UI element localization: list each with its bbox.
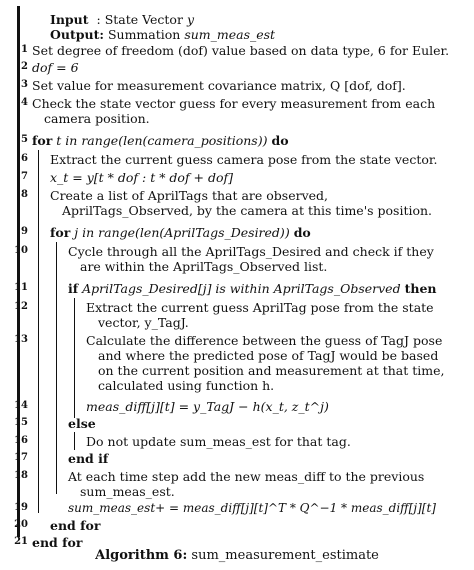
loop-expr: j in range(len(AprilTags_Desired))	[74, 225, 290, 240]
line-number: 10	[14, 245, 28, 256]
line-number: 7	[21, 171, 28, 182]
algorithm-line	[32, 133, 289, 148]
loop-expr: t in range(len(camera_positions))	[56, 133, 268, 148]
algorithm-line: dof = 6	[32, 60, 79, 75]
algorithm-line: Set value for measurement covariance matrix, Q [dof, dof].	[32, 78, 406, 93]
keyword-for: for	[32, 133, 53, 148]
line-number: 17	[14, 452, 28, 463]
algorithm-line	[68, 281, 436, 296]
algorithm-line: Do not update sum_meas_est for that tag.	[86, 434, 351, 449]
output-var: sum_meas_est	[184, 27, 276, 42]
line-number: 20	[14, 519, 28, 530]
algorithm-line: Create a list of AprilTags that are observed,	[50, 188, 329, 203]
else-bar	[74, 432, 75, 450]
keyword-do: do	[293, 225, 311, 240]
line-number: 4	[21, 97, 28, 108]
algorithm-line-cont: are within the AprilTags_Observed list.	[80, 259, 328, 274]
algorithm-line-cont: calculated using function h.	[98, 378, 275, 393]
algorithm-line-cont: vector, y_TagJ.	[98, 315, 189, 330]
loop-bar-outer	[38, 150, 39, 513]
algorithm-output	[50, 27, 275, 42]
algorithm-line-cont: AprilTags_Observed, by the camera at this time's position.	[62, 203, 433, 218]
line-number: 18	[14, 470, 28, 481]
line-number: 12	[14, 301, 28, 312]
line-number: 6	[21, 153, 28, 164]
line-number: 5	[21, 134, 28, 145]
line-number: 11	[14, 282, 28, 293]
algorithm-caption	[0, 548, 474, 563]
line-number: 3	[21, 79, 28, 90]
algorithm-line: Extract the current guess AprilTag pose from the state	[86, 300, 434, 315]
algorithm-line: sum_meas_est+ = meas_diff[j][t]^T * Q^−1 * meas_diff[j][t]	[68, 501, 436, 515]
line-number: 9	[21, 226, 28, 237]
line-number: 2	[21, 61, 28, 72]
keyword-then: then	[404, 281, 437, 296]
algorithm-line	[50, 225, 311, 240]
algorithm-line: Set degree of freedom (dof) value based on data type, 6 for Euler.	[32, 43, 450, 58]
keyword-end-for: end for	[50, 518, 101, 533]
keyword-end-for: end for	[32, 535, 83, 550]
line-number: 8	[21, 189, 28, 200]
algorithm-line-cont: and where the predicted pose of TagJ would be based	[98, 348, 439, 363]
caption-label: Algorithm 6:	[95, 548, 188, 563]
output-label: Output:	[50, 27, 104, 42]
line-number: 16	[14, 435, 28, 446]
loop-bar-inner	[56, 242, 57, 494]
algorithm-input	[50, 12, 194, 27]
line-number: 1	[21, 44, 28, 55]
algorithm-line: x_t = y[t * dof : t * dof + dof]	[50, 170, 234, 185]
line-number: 21	[14, 536, 28, 547]
algorithm-line: Calculate the difference between the guess of TagJ pose	[86, 333, 443, 348]
algorithm-line-cont: camera position.	[44, 111, 150, 126]
line-number: 14	[14, 400, 28, 411]
keyword-for: for	[50, 225, 71, 240]
algorithm-line: Cycle through all the AprilTags_Desired and check if they	[68, 244, 434, 259]
line-number: 13	[14, 334, 28, 345]
algorithm-line-cont: on the current position and measurement at that time,	[98, 363, 445, 378]
algorithm-line: meas_diff[j][t] = y_TagJ − h(x_t, z_t^j)	[86, 399, 329, 414]
keyword-else: else	[68, 416, 96, 431]
if-bar	[74, 298, 75, 418]
caption-title: sum_measurement_estimate	[191, 548, 379, 563]
input-sep: :	[96, 12, 101, 27]
keyword-do: do	[271, 133, 289, 148]
algorithm-block	[14, 6, 467, 550]
algorithm-line: Check the state vector guess for every measurement from each	[32, 96, 436, 111]
input-text: State Vector	[104, 12, 183, 27]
algorithm-line-cont: sum_meas_est.	[80, 484, 175, 499]
keyword-end-if: end if	[68, 451, 109, 466]
output-text: Summation	[107, 27, 181, 42]
line-number: 15	[14, 417, 28, 428]
line-number: 19	[14, 502, 28, 513]
algorithm-line: Extract the current guess camera pose from the state vector.	[50, 152, 438, 167]
input-label: Input	[50, 12, 89, 27]
input-var: y	[186, 12, 194, 27]
keyword-if: if	[68, 281, 79, 296]
algorithm-line: At each time step add the new meas_diff to the previous	[68, 469, 425, 484]
if-condition: AprilTags_Desired[j] is within AprilTags_Observed	[82, 281, 401, 296]
